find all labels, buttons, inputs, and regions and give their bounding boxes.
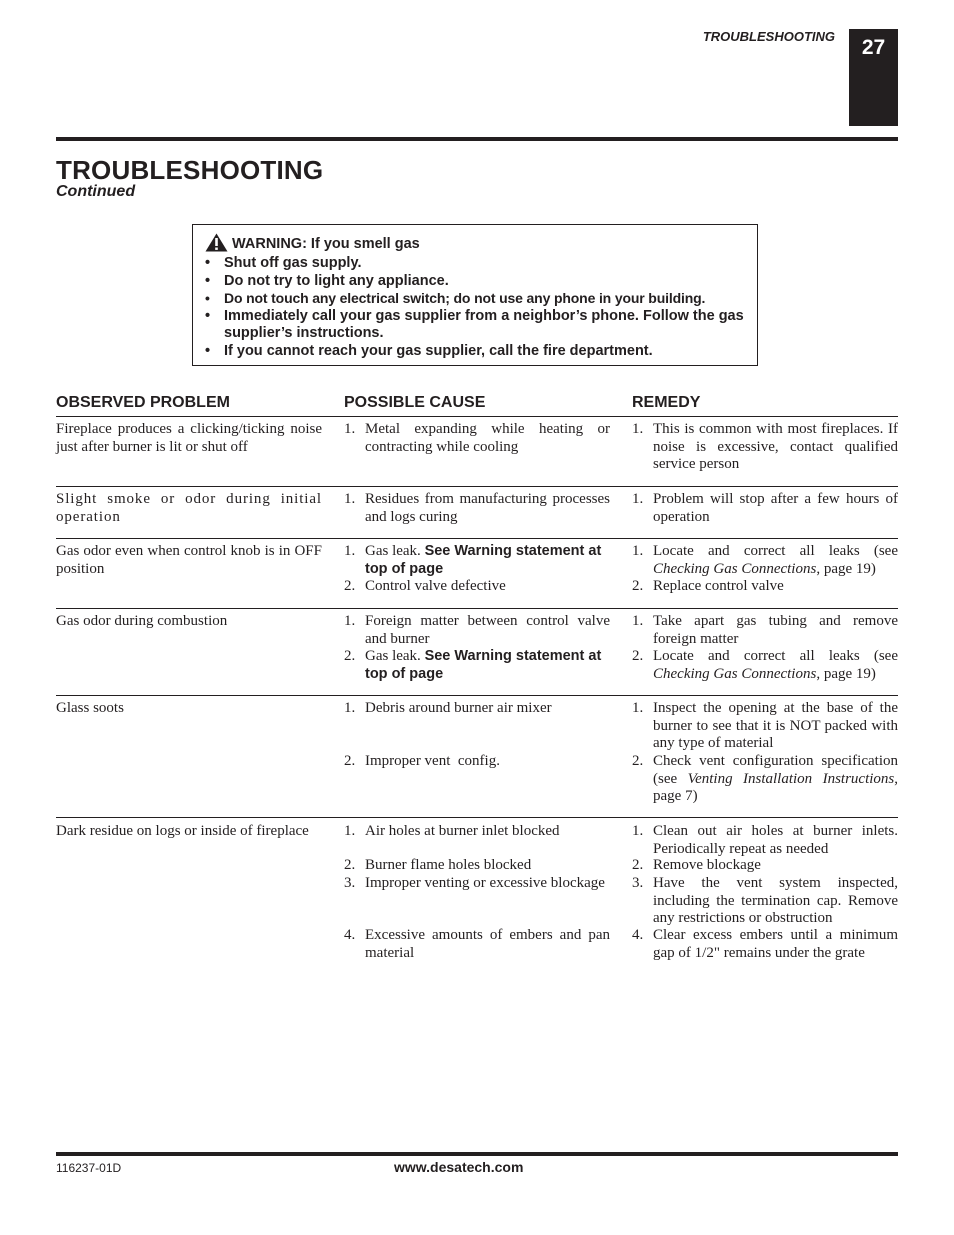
item-number: 1. — [344, 543, 356, 559]
page-subtitle: Continued — [56, 183, 136, 200]
item-text: Improper vent config. — [365, 753, 500, 769]
item-text: Metal expanding while heating or contracting while cooling — [365, 421, 610, 455]
item-number: 1. — [632, 613, 644, 629]
table-row-problem: Dark residue on logs or inside of fireplace — [56, 823, 309, 839]
warning-item — [205, 308, 751, 343]
item-text — [365, 648, 610, 683]
item-plain-text: Check vent configuration specification (see — [653, 753, 898, 787]
item-number: 1. — [344, 700, 356, 716]
item-number: 4. — [632, 927, 644, 943]
table-row-problem: Gas odor even when control knob is in OFF position — [56, 543, 322, 577]
item-plain-text: Gas leak. — [365, 543, 421, 559]
item-number: 4. — [344, 927, 356, 943]
item-text: Burner flame holes blocked — [365, 857, 532, 873]
column-header-cause: POSSIBLE CAUSE — [344, 394, 486, 411]
item-text: Residues from manufacturing processes and logs curing — [365, 491, 610, 525]
table-row-problem: Glass soots — [56, 700, 124, 716]
row-divider — [56, 538, 898, 539]
item-number: 3. — [344, 875, 356, 891]
website-link[interactable]: www.desatech.com — [394, 1159, 524, 1175]
warning-item — [205, 255, 751, 273]
item-after-text: , page 19) — [816, 665, 876, 682]
warning-item-text: Do not touch any electrical switch; do not use any phone in your building. — [224, 290, 706, 306]
warning-list — [205, 255, 751, 360]
item-number: 1. — [632, 823, 644, 839]
bullet: • — [205, 255, 211, 271]
item-number: 2. — [632, 578, 644, 594]
item-text: Air holes at burner inlet blocked — [365, 823, 560, 839]
warning-triangle-icon — [205, 233, 228, 252]
item-number: 2. — [632, 753, 644, 769]
item-after-text: , page 19) — [816, 560, 876, 577]
warning-item-text: If you cannot reach your gas supplier, call the fire department. — [224, 342, 653, 359]
column-header-remedy: REMEDY — [632, 394, 701, 411]
item-italic-text: Checking Gas Connections — [653, 560, 817, 577]
bottom-rule — [56, 1152, 898, 1156]
bullet: • — [205, 342, 211, 359]
warning-heading — [205, 233, 420, 252]
item-number: 3. — [632, 875, 644, 891]
row-divider — [56, 486, 898, 487]
item-text: Replace control valve — [653, 578, 784, 594]
item-text — [365, 543, 610, 578]
item-text: Debris around burner air mixer — [365, 700, 552, 716]
item-text: Clean out air holes at burner inlets. Periodically repeat as needed — [653, 823, 898, 857]
item-text: Inspect the opening at the base of the burner to see that it is NOT packed with any type of material — [653, 700, 898, 751]
item-plain-text: Locate and correct all leaks (see — [653, 648, 898, 664]
item-number: 2. — [344, 753, 356, 769]
warning-item — [205, 343, 751, 361]
column-header-problem: OBSERVED PROBLEM — [56, 394, 230, 411]
item-italic-text: Checking Gas Connections — [653, 665, 817, 682]
item-number: 1. — [632, 700, 644, 716]
item-number: 2. — [344, 648, 356, 664]
item-number: 1. — [344, 823, 356, 839]
table-header-rule — [56, 416, 898, 417]
warning-heading-text: WARNING: If you smell gas — [232, 236, 420, 252]
row-divider — [56, 695, 898, 696]
item-number: 1. — [344, 491, 356, 507]
item-text — [653, 543, 898, 578]
bullet: • — [205, 307, 211, 324]
item-number: 1. — [632, 491, 644, 507]
page-number: 27 — [861, 36, 886, 59]
page-title: TROUBLESHOOTING — [56, 155, 324, 185]
item-text — [653, 648, 898, 683]
item-number: 1. — [344, 613, 356, 629]
item-number: 2. — [632, 857, 644, 873]
item-number: 2. — [344, 857, 356, 873]
bullet: • — [205, 272, 211, 289]
warning-box — [192, 224, 758, 366]
item-number: 2. — [632, 648, 644, 664]
item-text: This is common with most fireplaces. If noise is excessive, contact qualified service person — [653, 421, 898, 472]
item-text: Remove blockage — [653, 857, 761, 873]
item-number: 1. — [632, 543, 644, 559]
warning-item-text: Immediately call your gas supplier from a neighbor’s phone. Follow the gas supplier’s instructions. — [224, 307, 744, 341]
item-plain-text: Locate and correct all leaks (see — [653, 543, 898, 559]
row-divider — [56, 817, 898, 818]
item-bold-text: See Warning statement at top of page — [365, 648, 602, 682]
document-number: 116237-01D — [56, 1161, 122, 1175]
item-text: Problem will stop after a few hours of operation — [653, 491, 898, 525]
warning-item-text: Do not try to light any appliance. — [224, 272, 449, 289]
item-text: Excessive amounts of embers and pan material — [365, 927, 610, 961]
warning-item — [205, 273, 751, 291]
item-text: Control valve defective — [365, 578, 506, 594]
header-section-label: TROUBLESHOOTING — [702, 29, 835, 44]
item-number: 1. — [632, 421, 644, 437]
item-italic-text: Venting Installation Instructions — [687, 770, 895, 787]
table-row-problem: Fireplace produces a clicking/ticking noise just after burner is lit or shut off — [56, 421, 322, 455]
item-text: Clear excess embers until a minimum gap of 1/2" remains under the grate — [653, 927, 898, 961]
item-number: 1. — [344, 421, 356, 437]
table-row-problem: Slight smoke or odor during initial operation — [56, 491, 322, 525]
warning-item — [205, 290, 751, 308]
top-rule — [56, 137, 898, 141]
item-text — [653, 753, 898, 806]
item-text: Foreign matter between control valve and burner — [365, 613, 610, 647]
bullet: • — [205, 290, 210, 306]
item-text: Improper venting or excessive blockage — [365, 875, 605, 891]
item-text: Take apart gas tubing and remove foreign matter — [653, 613, 898, 647]
item-after-text: , page 7) — [653, 770, 898, 804]
row-divider — [56, 608, 898, 609]
item-bold-text: See Warning statement at top of page — [365, 543, 602, 577]
item-number: 2. — [344, 578, 356, 594]
item-plain-text: Gas leak. — [365, 648, 421, 664]
warning-item-text: Shut off gas supply. — [224, 255, 362, 271]
table-row-problem: Gas odor during combustion — [56, 613, 228, 629]
item-text: Have the vent system inspected, including the termination cap. Remove any restrictions or obstruction — [653, 875, 898, 926]
